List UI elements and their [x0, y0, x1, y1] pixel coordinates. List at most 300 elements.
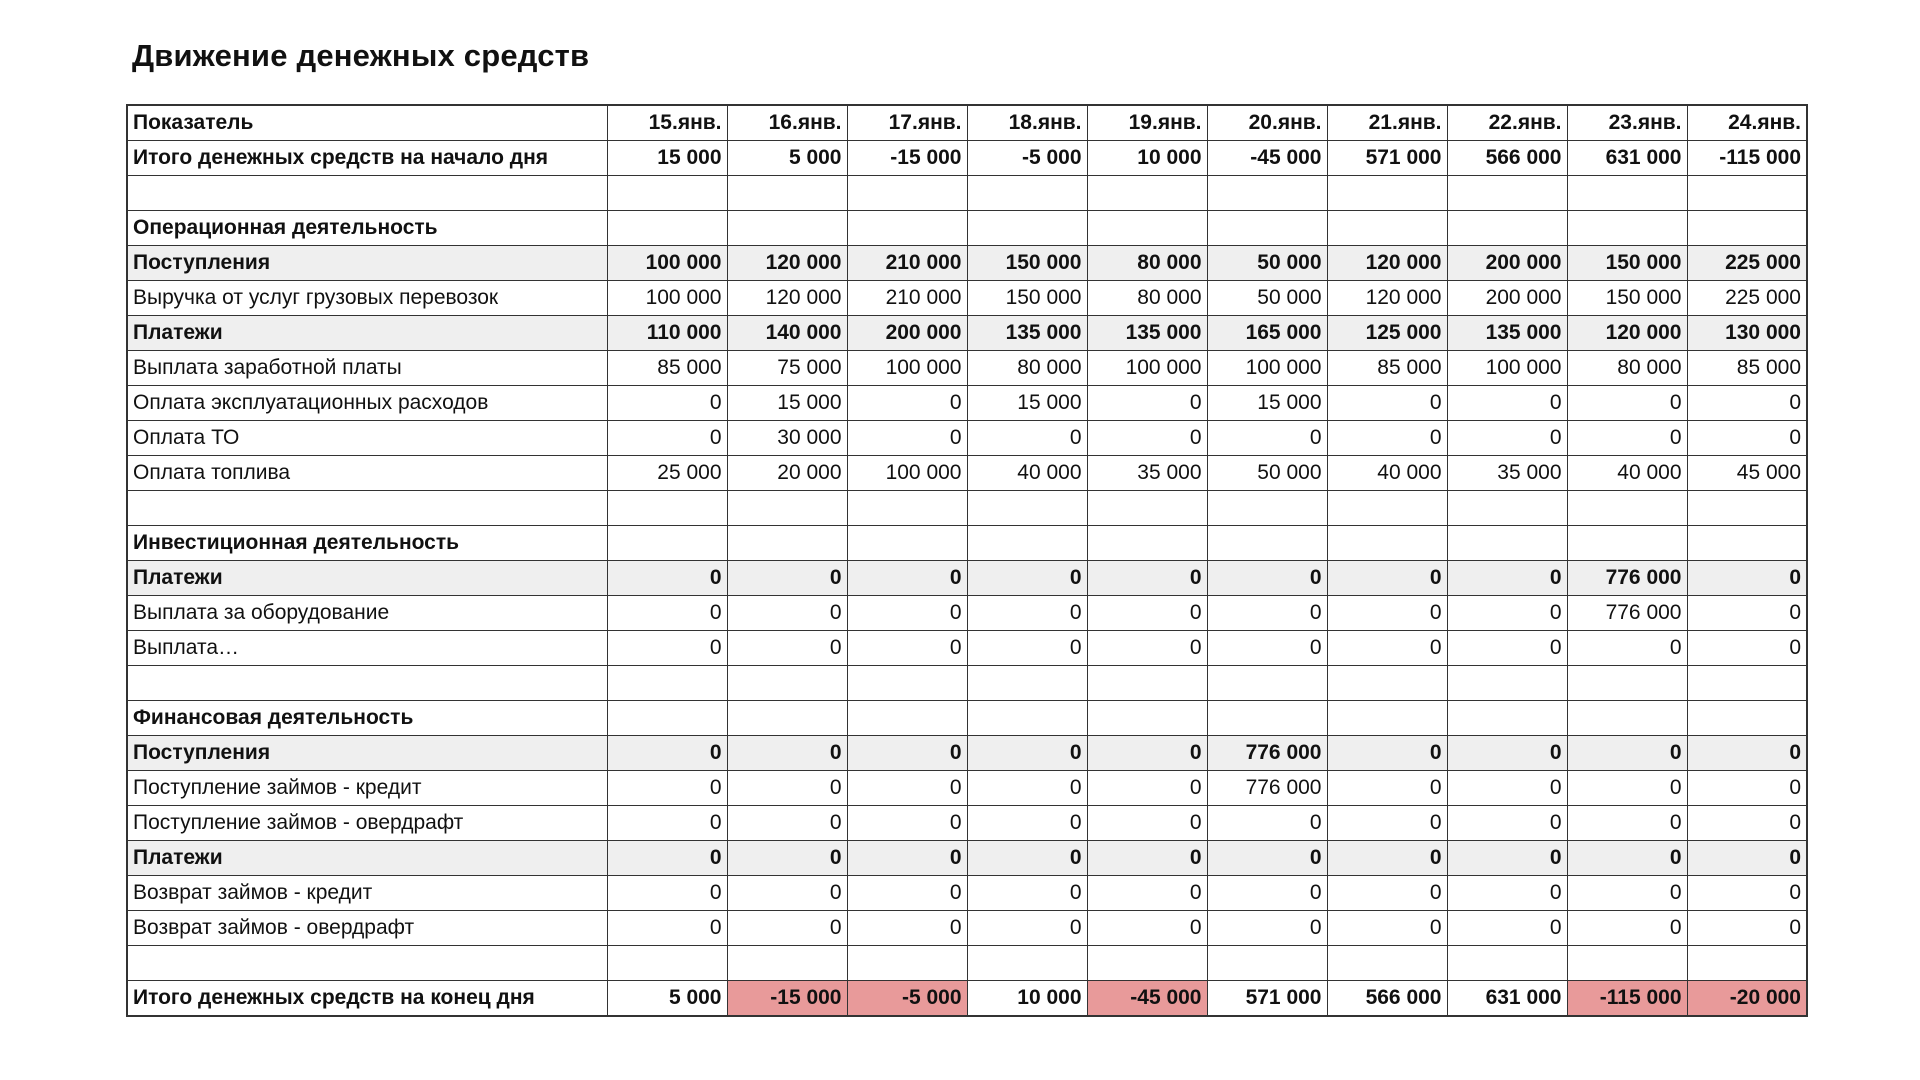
value-cell: 0 [1687, 806, 1807, 841]
value-cell [1687, 211, 1807, 246]
value-cell [727, 666, 847, 701]
table-row [127, 806, 1807, 841]
page-title: Движение денежных средств [132, 38, 590, 73]
value-cell [847, 666, 967, 701]
value-cell: 0 [1327, 911, 1447, 946]
value-cell: 0 [967, 806, 1087, 841]
value-cell: 100 000 [847, 351, 967, 386]
value-cell: 200 000 [1447, 281, 1567, 316]
value-cell: 571 000 [1327, 141, 1447, 176]
value-cell [1087, 211, 1207, 246]
value-cell: 75 000 [727, 351, 847, 386]
value-cell: 0 [1207, 421, 1327, 456]
value-cell: 0 [607, 631, 727, 666]
value-cell: 631 000 [1447, 981, 1567, 1017]
row-label-cell: Выплата за оборудование [127, 596, 607, 631]
value-cell [1567, 491, 1687, 526]
value-cell: 0 [607, 596, 727, 631]
row-label-cell: Операционная деятельность [127, 211, 607, 246]
blank-row [127, 666, 1807, 701]
value-cell: 25 000 [607, 456, 727, 491]
row-label-cell [127, 946, 607, 981]
blank-row [127, 946, 1807, 981]
value-cell: 0 [1567, 911, 1687, 946]
value-cell: 0 [607, 736, 727, 771]
value-cell: 0 [967, 561, 1087, 596]
value-cell: 0 [727, 876, 847, 911]
cashflow-table [126, 104, 1808, 1017]
negative-value-cell: -5 000 [847, 981, 967, 1017]
value-cell [607, 526, 727, 561]
value-cell: 0 [727, 561, 847, 596]
value-cell: 0 [1447, 386, 1567, 421]
value-cell: 135 000 [967, 316, 1087, 351]
row-label-cell [127, 666, 607, 701]
value-cell: 150 000 [1567, 281, 1687, 316]
value-cell [1687, 526, 1807, 561]
value-cell: 0 [967, 876, 1087, 911]
value-cell: 0 [847, 736, 967, 771]
value-cell: -45 000 [1207, 141, 1327, 176]
subtotal-row [127, 841, 1807, 876]
row-label-cell: Оплата ТО [127, 421, 607, 456]
value-cell: 120 000 [1567, 316, 1687, 351]
value-cell: 776 000 [1207, 736, 1327, 771]
value-cell [967, 946, 1087, 981]
table-row [127, 911, 1807, 946]
value-cell [1207, 491, 1327, 526]
value-cell: 0 [727, 911, 847, 946]
negative-value-cell: -45 000 [1087, 981, 1207, 1017]
value-cell: 0 [847, 876, 967, 911]
value-cell: 40 000 [967, 456, 1087, 491]
value-cell: 0 [1207, 631, 1327, 666]
value-cell: 135 000 [1447, 316, 1567, 351]
value-cell [1567, 211, 1687, 246]
header-row [127, 105, 1807, 141]
value-cell [1687, 176, 1807, 211]
value-cell: 0 [967, 631, 1087, 666]
value-cell: 10 000 [967, 981, 1087, 1017]
value-cell [727, 526, 847, 561]
value-cell: 200 000 [1447, 246, 1567, 281]
value-cell: 0 [847, 771, 967, 806]
value-cell [607, 176, 727, 211]
value-cell: 120 000 [1327, 246, 1447, 281]
value-cell: 150 000 [1567, 246, 1687, 281]
value-cell: 20 000 [727, 456, 847, 491]
value-cell: 0 [1087, 841, 1207, 876]
value-cell [847, 176, 967, 211]
value-cell: 0 [967, 421, 1087, 456]
value-cell: 40 000 [1567, 456, 1687, 491]
value-cell [967, 526, 1087, 561]
value-cell: 15 000 [727, 386, 847, 421]
value-cell [1567, 666, 1687, 701]
header-date-cell: 16.янв. [727, 105, 847, 141]
value-cell: 0 [1447, 736, 1567, 771]
value-cell: 210 000 [847, 281, 967, 316]
value-cell: 100 000 [1087, 351, 1207, 386]
value-cell [1687, 666, 1807, 701]
value-cell: 0 [1687, 736, 1807, 771]
value-cell: 35 000 [1087, 456, 1207, 491]
value-cell: 15 000 [607, 141, 727, 176]
value-cell: 85 000 [607, 351, 727, 386]
row-label-cell: Оплата эксплуатационных расходов [127, 386, 607, 421]
value-cell [727, 176, 847, 211]
value-cell [1447, 526, 1567, 561]
value-cell: 15 000 [1207, 386, 1327, 421]
negative-value-cell: -15 000 [727, 981, 847, 1017]
value-cell: 0 [727, 736, 847, 771]
value-cell: 0 [1087, 736, 1207, 771]
value-cell [607, 211, 727, 246]
value-cell: 0 [727, 631, 847, 666]
value-cell: 0 [1207, 806, 1327, 841]
table-row [127, 596, 1807, 631]
value-cell: 0 [1567, 736, 1687, 771]
value-cell: 0 [727, 841, 847, 876]
value-cell: 0 [847, 386, 967, 421]
row-label-cell: Выплата заработной платы [127, 351, 607, 386]
value-cell: 225 000 [1687, 246, 1807, 281]
value-cell: 0 [1087, 386, 1207, 421]
value-cell: 35 000 [1447, 456, 1567, 491]
value-cell: 120 000 [727, 281, 847, 316]
value-cell: 50 000 [1207, 246, 1327, 281]
value-cell: 0 [607, 421, 727, 456]
value-cell: 0 [1687, 421, 1807, 456]
blank-row [127, 491, 1807, 526]
value-cell: 10 000 [1087, 141, 1207, 176]
value-cell: 0 [1687, 386, 1807, 421]
value-cell: 0 [1087, 631, 1207, 666]
value-cell: 0 [607, 561, 727, 596]
value-cell: 566 000 [1447, 141, 1567, 176]
value-cell: 150 000 [967, 281, 1087, 316]
value-cell [1567, 701, 1687, 736]
value-cell: 0 [1687, 771, 1807, 806]
table-row [127, 421, 1807, 456]
value-cell [1327, 211, 1447, 246]
table-row [127, 456, 1807, 491]
row-label-cell: Возврат займов - овердрафт [127, 911, 607, 946]
value-cell: 0 [1327, 876, 1447, 911]
row-label-cell [127, 176, 607, 211]
value-cell [1567, 946, 1687, 981]
value-cell: 0 [1567, 421, 1687, 456]
value-cell: 150 000 [967, 246, 1087, 281]
row-label-cell: Поступления [127, 246, 607, 281]
table-row [127, 876, 1807, 911]
header-date-cell: 22.янв. [1447, 105, 1567, 141]
value-cell: 566 000 [1327, 981, 1447, 1017]
value-cell: 85 000 [1327, 351, 1447, 386]
value-cell: 0 [847, 421, 967, 456]
value-cell: 0 [1327, 596, 1447, 631]
value-cell: 85 000 [1687, 351, 1807, 386]
value-cell [1207, 211, 1327, 246]
value-cell: 0 [607, 911, 727, 946]
value-cell: 0 [1327, 736, 1447, 771]
value-cell [967, 211, 1087, 246]
row-label-cell: Платежи [127, 316, 607, 351]
value-cell: 0 [1687, 876, 1807, 911]
value-cell: 50 000 [1207, 281, 1327, 316]
value-cell: 0 [727, 771, 847, 806]
value-cell: 130 000 [1687, 316, 1807, 351]
value-cell [1327, 176, 1447, 211]
header-date-cell: 18.янв. [967, 105, 1087, 141]
value-cell: 0 [1207, 561, 1327, 596]
value-cell: 50 000 [1207, 456, 1327, 491]
header-date-cell: 24.янв. [1687, 105, 1807, 141]
value-cell [1327, 946, 1447, 981]
value-cell [1207, 946, 1327, 981]
table-row [127, 351, 1807, 386]
header-date-cell: 20.янв. [1207, 105, 1327, 141]
value-cell [1087, 491, 1207, 526]
value-cell: 0 [1087, 911, 1207, 946]
row-label-cell: Поступление займов - кредит [127, 771, 607, 806]
value-cell [1087, 176, 1207, 211]
value-cell [847, 211, 967, 246]
value-cell [847, 491, 967, 526]
subtotal-row [127, 561, 1807, 596]
value-cell: 0 [607, 841, 727, 876]
value-cell: 100 000 [1447, 351, 1567, 386]
value-cell: 45 000 [1687, 456, 1807, 491]
value-cell: 80 000 [1087, 281, 1207, 316]
value-cell: 210 000 [847, 246, 967, 281]
value-cell: 0 [1327, 806, 1447, 841]
value-cell: 0 [967, 911, 1087, 946]
header-date-cell: 23.янв. [1567, 105, 1687, 141]
value-cell [1327, 701, 1447, 736]
total-row [127, 141, 1807, 176]
negative-value-cell: -115 000 [1567, 981, 1687, 1017]
value-cell: 5 000 [727, 141, 847, 176]
value-cell: 0 [1327, 771, 1447, 806]
value-cell [967, 176, 1087, 211]
value-cell [1327, 491, 1447, 526]
value-cell [727, 946, 847, 981]
row-label-cell: Выплата… [127, 631, 607, 666]
section-row [127, 526, 1807, 561]
value-cell: 0 [967, 736, 1087, 771]
value-cell: 0 [1567, 806, 1687, 841]
value-cell [1447, 491, 1567, 526]
value-cell: 0 [1207, 876, 1327, 911]
value-cell [1207, 666, 1327, 701]
value-cell: 0 [967, 596, 1087, 631]
value-cell: 0 [847, 806, 967, 841]
value-cell [1567, 526, 1687, 561]
value-cell: 776 000 [1567, 596, 1687, 631]
row-label-cell: Итого денежных средств на конец дня [127, 981, 607, 1017]
value-cell: 0 [1567, 771, 1687, 806]
value-cell: 631 000 [1567, 141, 1687, 176]
value-cell: 0 [1687, 561, 1807, 596]
row-label-cell: Финансовая деятельность [127, 701, 607, 736]
value-cell: 80 000 [967, 351, 1087, 386]
value-cell [967, 701, 1087, 736]
header-date-cell: 17.янв. [847, 105, 967, 141]
value-cell [727, 491, 847, 526]
blank-row [127, 176, 1807, 211]
section-row [127, 701, 1807, 736]
value-cell [1567, 176, 1687, 211]
row-label-cell: Итого денежных средств на начало дня [127, 141, 607, 176]
value-cell [1207, 701, 1327, 736]
value-cell: -5 000 [967, 141, 1087, 176]
value-cell: 0 [1447, 876, 1567, 911]
value-cell: 0 [847, 631, 967, 666]
subtotal-row [127, 246, 1807, 281]
value-cell [607, 666, 727, 701]
value-cell [727, 211, 847, 246]
value-cell: 0 [1207, 596, 1327, 631]
value-cell [1687, 701, 1807, 736]
value-cell [967, 491, 1087, 526]
value-cell: 0 [1687, 631, 1807, 666]
value-cell: 0 [1327, 631, 1447, 666]
value-cell: 571 000 [1207, 981, 1327, 1017]
value-cell [607, 946, 727, 981]
value-cell: 0 [1687, 911, 1807, 946]
row-label-cell: Платежи [127, 561, 607, 596]
value-cell: 0 [607, 806, 727, 841]
header-date-cell: 15.янв. [607, 105, 727, 141]
value-cell: 0 [1567, 876, 1687, 911]
row-label-cell: Возврат займов - кредит [127, 876, 607, 911]
value-cell: 0 [1087, 771, 1207, 806]
row-label-cell [127, 491, 607, 526]
value-cell: 135 000 [1087, 316, 1207, 351]
row-label-cell: Выручка от услуг грузовых перевозок [127, 281, 607, 316]
value-cell: 0 [1447, 771, 1567, 806]
value-cell: 0 [1447, 806, 1567, 841]
value-cell: 0 [1327, 841, 1447, 876]
value-cell: 0 [1087, 876, 1207, 911]
value-cell [1447, 666, 1567, 701]
value-cell: 80 000 [1567, 351, 1687, 386]
table-row [127, 281, 1807, 316]
value-cell: 100 000 [607, 281, 727, 316]
value-cell: 0 [967, 771, 1087, 806]
value-cell: 5 000 [607, 981, 727, 1017]
value-cell: 0 [1207, 911, 1327, 946]
value-cell: 40 000 [1327, 456, 1447, 491]
value-cell: 0 [1687, 841, 1807, 876]
value-cell: 0 [1447, 561, 1567, 596]
value-cell: 0 [727, 806, 847, 841]
value-cell: 0 [1567, 386, 1687, 421]
value-cell: 140 000 [727, 316, 847, 351]
value-cell [607, 491, 727, 526]
value-cell: 0 [847, 596, 967, 631]
value-cell [1087, 701, 1207, 736]
header-label-cell: Показатель [127, 105, 607, 141]
value-cell: 100 000 [847, 456, 967, 491]
value-cell: 0 [1087, 596, 1207, 631]
header-date-cell: 21.янв. [1327, 105, 1447, 141]
subtotal-row [127, 736, 1807, 771]
value-cell: -15 000 [847, 141, 967, 176]
value-cell [847, 526, 967, 561]
value-cell: 110 000 [607, 316, 727, 351]
header-date-cell: 19.янв. [1087, 105, 1207, 141]
row-label-cell: Оплата топлива [127, 456, 607, 491]
row-label-cell: Поступления [127, 736, 607, 771]
total-row [127, 981, 1807, 1017]
value-cell: 0 [847, 841, 967, 876]
value-cell: 0 [1447, 421, 1567, 456]
value-cell [847, 701, 967, 736]
value-cell: 776 000 [1207, 771, 1327, 806]
value-cell: 0 [1087, 561, 1207, 596]
value-cell: 0 [1447, 631, 1567, 666]
value-cell: 0 [1327, 386, 1447, 421]
value-cell: 165 000 [1207, 316, 1327, 351]
row-label-cell: Платежи [127, 841, 607, 876]
value-cell: 100 000 [1207, 351, 1327, 386]
value-cell: 0 [1327, 421, 1447, 456]
value-cell: 0 [607, 876, 727, 911]
subtotal-row [127, 316, 1807, 351]
row-label-cell: Инвестиционная деятельность [127, 526, 607, 561]
value-cell: 120 000 [727, 246, 847, 281]
table-row [127, 771, 1807, 806]
value-cell [1687, 491, 1807, 526]
value-cell [967, 666, 1087, 701]
table-row [127, 631, 1807, 666]
value-cell [1087, 946, 1207, 981]
value-cell [847, 946, 967, 981]
section-row [127, 211, 1807, 246]
value-cell: 225 000 [1687, 281, 1807, 316]
value-cell [1687, 946, 1807, 981]
value-cell: 0 [847, 911, 967, 946]
value-cell [727, 701, 847, 736]
value-cell: 0 [1207, 841, 1327, 876]
value-cell [1087, 526, 1207, 561]
value-cell [1087, 666, 1207, 701]
value-cell: 0 [1567, 841, 1687, 876]
value-cell [1327, 666, 1447, 701]
row-label-cell: Поступление займов - овердрафт [127, 806, 607, 841]
value-cell: 30 000 [727, 421, 847, 456]
value-cell: 0 [1087, 806, 1207, 841]
value-cell: 0 [607, 386, 727, 421]
value-cell: 80 000 [1087, 246, 1207, 281]
value-cell [1447, 701, 1567, 736]
value-cell: 0 [847, 561, 967, 596]
value-cell: 120 000 [1327, 281, 1447, 316]
value-cell: 0 [607, 771, 727, 806]
value-cell [1447, 946, 1567, 981]
value-cell [607, 701, 727, 736]
value-cell: 0 [1447, 841, 1567, 876]
value-cell: 0 [1327, 561, 1447, 596]
value-cell [1327, 526, 1447, 561]
value-cell: 0 [1087, 421, 1207, 456]
value-cell: 125 000 [1327, 316, 1447, 351]
value-cell [1207, 176, 1327, 211]
value-cell: 0 [1687, 596, 1807, 631]
value-cell: 0 [1447, 911, 1567, 946]
